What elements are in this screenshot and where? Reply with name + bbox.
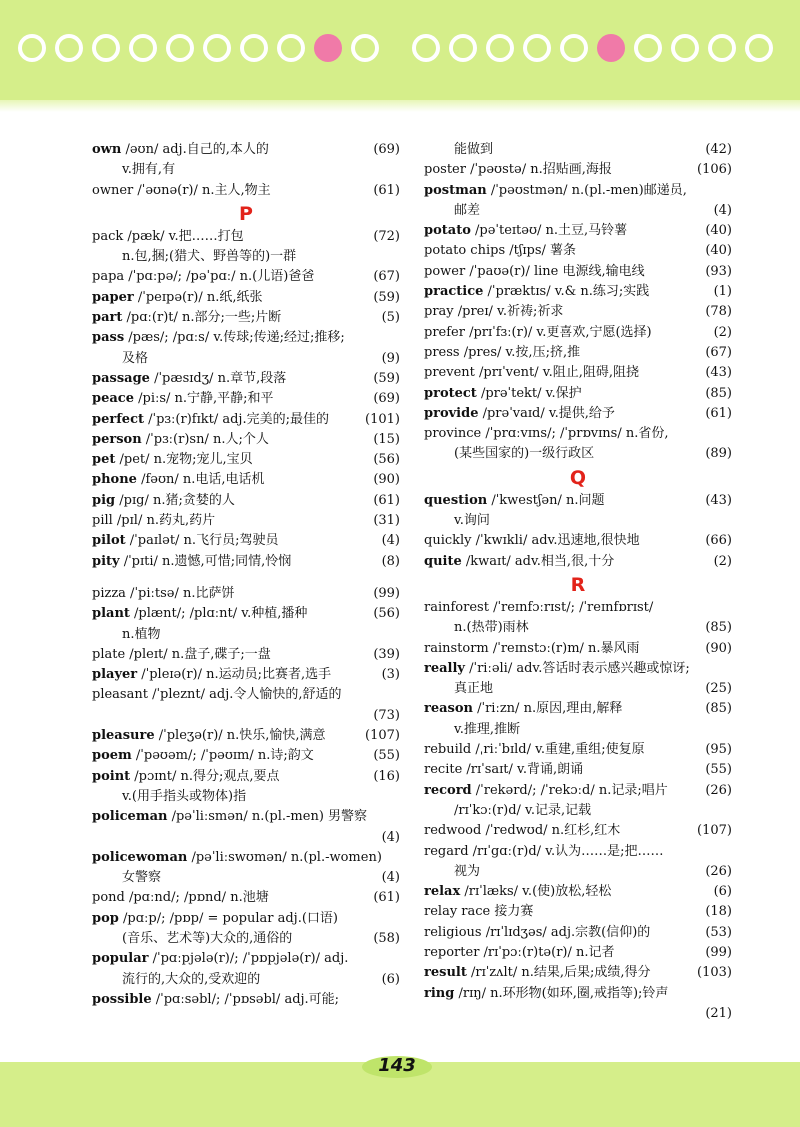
entry-definition: /ˈpəʊəm/; /ˈpəʊɪm/ n.诗;韵文 <box>131 748 314 764</box>
page-reference: (101) <box>365 411 400 427</box>
headword: really <box>424 660 465 676</box>
entry-continuation <box>424 679 732 699</box>
entry-definition: /pɑː(r)t/ n.部分;一些;片断 <box>122 310 282 326</box>
page-reference: (67) <box>373 269 400 285</box>
entry-definition: /ˈriːzn/ n.原因,理由,解释 <box>473 701 623 717</box>
glossary-entry <box>424 424 732 444</box>
entry-continuation <box>424 140 732 160</box>
entry-definition: /ˈkwestʃən/ n.问题 <box>487 492 605 508</box>
page-reference: (43) <box>705 492 732 508</box>
entry-continuation <box>424 511 732 531</box>
glossary-entry <box>92 531 400 551</box>
entry-continuation <box>424 801 732 821</box>
glossary-entry <box>424 639 732 659</box>
entry-definition: n.(热带)雨林 <box>454 620 529 636</box>
entry-definition: /ˈpræktɪs/ v.& n.练习;实践 <box>483 284 650 300</box>
entry-continuation <box>92 160 400 180</box>
page-reference: (4) <box>381 829 400 845</box>
entry-definition: /ˈpɪti/ n.遗憾,可惜;同情,怜悯 <box>119 553 292 569</box>
entry-definition: power /ˈpaʊə(r)/ line 电源线,输电线 <box>424 263 645 279</box>
ring-icon <box>634 34 662 62</box>
glossary-entry <box>424 842 732 862</box>
entry-definition: /ˈpaɪlət/ n.飞行员;驾驶员 <box>125 533 279 549</box>
page-reference: (85) <box>705 385 732 401</box>
glossary-entry <box>424 821 732 841</box>
entry-definition: 邮差 <box>454 202 481 218</box>
page-reference: (99) <box>705 944 732 960</box>
glossary-entry <box>424 282 732 302</box>
headword: point <box>92 768 131 784</box>
headword: postman <box>424 182 487 198</box>
glossary-entry <box>424 902 732 922</box>
entry-definition: /ˈriːəli/ adv.答话时表示感兴趣或惊讶; <box>464 660 690 676</box>
headword: passage <box>92 370 150 386</box>
entry-continuation <box>92 970 400 990</box>
entry-definition: /kwaɪt/ adv.相当,很,十分 <box>461 553 615 569</box>
glossary-entry <box>424 491 732 511</box>
page-reference: (43) <box>705 365 732 381</box>
entry-continuation <box>92 349 400 369</box>
entry-definition: pill /pɪl/ n.药丸,药片 <box>92 513 216 529</box>
ring-icon <box>708 34 736 62</box>
page-reference: (6) <box>713 884 732 900</box>
ring-icon <box>92 34 120 62</box>
entry-definition: n.植物 <box>122 626 161 642</box>
headword: question <box>424 492 488 508</box>
section-letter: Q <box>569 466 587 489</box>
glossary-entry <box>424 699 732 719</box>
page-reference: (107) <box>697 823 732 839</box>
entry-definition: 视为 <box>454 863 481 879</box>
headword: own <box>92 142 122 157</box>
entry-definition: pray /preɪ/ v.祈祷;祈求 <box>424 304 564 320</box>
entry-definition: 流行的,大众的,受欢迎的 <box>122 971 261 987</box>
entry-definition: /ˈpeɪpə(r)/ n.纸,纸张 <box>133 289 263 305</box>
page-reference: (18) <box>705 904 732 920</box>
glossary-entry <box>424 781 732 801</box>
ring-icon <box>412 34 440 62</box>
ring-icon <box>55 34 83 62</box>
glossary-entry <box>92 288 400 308</box>
page-reference: (61) <box>705 405 732 421</box>
section-letter: R <box>570 573 586 596</box>
headword: policeman <box>92 809 168 825</box>
page-reference: (15) <box>373 431 400 447</box>
headword: protect <box>424 385 477 401</box>
page-reference: (73) <box>373 707 400 723</box>
page-reference: (39) <box>373 646 400 662</box>
headword: possible <box>92 991 152 1007</box>
page-reference: (21) <box>705 1005 732 1021</box>
page-reference: (4) <box>713 202 732 218</box>
page-reference: (67) <box>705 344 732 360</box>
section-letter: P <box>239 202 253 225</box>
page-reference: (2) <box>713 324 732 340</box>
glossary-entry <box>424 181 732 201</box>
glossary-entry <box>424 552 732 572</box>
decorative-rings <box>12 34 792 74</box>
glossary-entry <box>424 343 732 363</box>
entry-continuation <box>424 444 732 464</box>
entry-continuation <box>92 787 400 807</box>
glossary-entry <box>92 949 400 969</box>
headword: part <box>92 310 123 326</box>
entry-definition: press /pres/ v.按,压;挤,推 <box>424 344 581 360</box>
entry-definition: /rɪˈlæks/ v.(使)放松,轻松 <box>460 884 612 900</box>
entry-definition: /prəˈtekt/ v.保护 <box>476 385 582 401</box>
entry-definition: prevent /prɪˈvent/ v.阻止,阻碍,阻挠 <box>424 365 639 381</box>
entry-definition: /pɔɪnt/ n.得分;观点,要点 <box>130 768 280 784</box>
glossary-entry <box>92 181 400 201</box>
page-reference: (69) <box>373 142 400 157</box>
page-reference: (72) <box>373 228 400 244</box>
glossary-entry <box>92 746 400 766</box>
page-reference: (59) <box>373 370 400 386</box>
entry-continuation <box>424 862 732 882</box>
headword: pilot <box>92 533 126 549</box>
headword: phone <box>92 472 137 488</box>
page-reference: (16) <box>373 768 400 784</box>
ring-icon <box>486 34 514 62</box>
page-reference: (31) <box>373 513 400 529</box>
glossary-entry <box>424 384 732 404</box>
page-reference: (93) <box>705 263 732 279</box>
entry-definition: rainforest /ˈreɪnfɔːrɪst/; /ˈreɪnfɒrɪst/ <box>424 599 654 615</box>
entry-continuation <box>92 247 400 267</box>
page-reference: (78) <box>705 304 732 320</box>
headword: pet <box>92 452 116 468</box>
glossary-entry <box>92 267 400 287</box>
glossary-entry <box>92 140 400 160</box>
page-number-badge <box>362 1050 432 1080</box>
headword: perfect <box>92 411 144 427</box>
ring-icon <box>745 34 773 62</box>
glossary-entry <box>424 323 732 343</box>
page-reference: (3) <box>381 667 400 683</box>
page-reference: (4) <box>381 533 400 549</box>
glossary-entry <box>92 726 400 746</box>
headword: pig <box>92 492 116 508</box>
headword: policewoman <box>92 849 188 865</box>
entry-definition: n.包,捆;(猎犬、野兽等的)一群 <box>122 249 297 265</box>
page-reference: (40) <box>705 223 732 239</box>
entry-definition: /rɪˈzʌlt/ n.结果,后果;成绩,得分 <box>466 965 651 981</box>
page-reference: (106) <box>697 162 732 178</box>
page-reference: (58) <box>373 930 400 946</box>
entry-definition: /rɪˈkɔː(r)d/ v.记录,记载 <box>454 802 592 818</box>
header-band-fade <box>0 100 800 112</box>
glossary-entry <box>424 363 732 383</box>
page-reference: (59) <box>373 289 400 305</box>
entry-definition: /ˈpəʊstmən/ n.(pl.-men)邮递员, <box>486 182 687 198</box>
page-reference: (1) <box>713 284 732 300</box>
glossary-entry <box>424 943 732 963</box>
entry-continuation <box>92 929 400 949</box>
entry-definition: owner /ˈəʊnə(r)/ n.主人,物主 <box>92 182 271 198</box>
headword: pity <box>92 553 120 569</box>
headword: quite <box>424 553 462 569</box>
entry-definition: province /ˈprɑːvɪns/; /ˈprɒvɪns/ n.省份, <box>424 426 669 442</box>
entry-definition: rainstorm /ˈreɪnstɔː(r)m/ n.暴风雨 <box>424 640 640 656</box>
headword: pop <box>92 910 119 926</box>
entry-definition: v.拥有,有 <box>122 162 176 178</box>
right-column <box>424 140 732 1024</box>
entry-definition: /pæs/; /pɑːs/ v.传球;传递;经过;推移; <box>124 330 345 346</box>
glossary-entry <box>92 410 400 430</box>
headword: ring <box>424 985 455 1001</box>
page-reference: (69) <box>373 391 400 407</box>
entry-definition: 能做到 <box>454 142 494 157</box>
glossary-entry <box>92 227 400 247</box>
page-reference: (42) <box>705 142 732 157</box>
ring-icon <box>277 34 305 62</box>
headword: paper <box>92 289 134 305</box>
entry-continuation <box>92 706 400 726</box>
page-reference: (90) <box>373 472 400 488</box>
page-reference: (90) <box>705 640 732 656</box>
page-reference: (55) <box>705 762 732 778</box>
entry-definition: /pəˈliːsmən/ n.(pl.-men) 男警察 <box>167 809 368 825</box>
glossary-entry <box>92 909 400 929</box>
entry-definition: regard /rɪˈgɑː(r)d/ v.认为……是;把…… <box>424 843 664 859</box>
entry-definition: /ˈpɜː(r)fɪkt/ adj.完美的;最佳的 <box>144 411 329 427</box>
ring-icon <box>18 34 46 62</box>
glossary-entry <box>424 984 732 1004</box>
headword: popular <box>92 951 149 967</box>
headword: poem <box>92 748 132 764</box>
entry-definition: /ˈpɑːsəbl/; /ˈpɒsəbl/ adj.可能; <box>151 991 340 1007</box>
entry-continuation <box>92 625 400 645</box>
entry-definition: /ˈpleɪə(r)/ n.运动员;比赛者,选手 <box>137 667 332 683</box>
entry-definition: v.询问 <box>454 513 490 529</box>
page-reference: (2) <box>713 553 732 569</box>
glossary-entry <box>92 604 400 624</box>
glossary-entry <box>424 740 732 760</box>
glossary-entry <box>92 665 400 685</box>
entry-definition: (音乐、艺术等)大众的,通俗的 <box>122 930 293 946</box>
glossary-entry <box>424 160 732 180</box>
page-reference: (40) <box>705 243 732 259</box>
page-reference: (56) <box>373 452 400 468</box>
glossary-entry <box>92 308 400 328</box>
page-reference: (55) <box>373 748 400 764</box>
glossary-entry <box>424 760 732 780</box>
entry-definition: v.(用手指头或物体)指 <box>122 788 247 804</box>
headword: peace <box>92 391 134 407</box>
entry-definition: /pɑːp/; /pɒp/ = popular adj.(口语) <box>118 910 338 926</box>
entry-definition: religious /rɪˈlɪdʒəs/ adj.宗教(信仰)的 <box>424 924 651 940</box>
entry-continuation <box>92 828 400 848</box>
entry-definition: pond /pɑːnd/; /pɒnd/ n.池塘 <box>92 890 269 906</box>
glossary-entry <box>92 645 400 665</box>
page-reference: (61) <box>373 492 400 508</box>
glossary-entry <box>92 491 400 511</box>
ring-icon <box>523 34 551 62</box>
ring-icon <box>671 34 699 62</box>
ring-icon <box>314 34 342 62</box>
glossary-entry <box>92 807 400 827</box>
entry-definition: 及格 <box>122 350 149 366</box>
page-reference: (99) <box>373 585 400 601</box>
entry-definition: /pəˈliːswʊmən/ n.(pl.-women) <box>187 849 382 865</box>
page-reference: (4) <box>381 870 400 886</box>
entry-definition: /rɪŋ/ n.环形物(如环,圈,戒指等);铃声 <box>454 985 669 1001</box>
ring-icon <box>129 34 157 62</box>
glossary-entry <box>424 531 732 551</box>
entry-definition: quickly /ˈkwɪkli/ adv.迅速地,很快地 <box>424 533 640 549</box>
glossary-entry <box>92 389 400 409</box>
ring-icon <box>166 34 194 62</box>
page-reference: (85) <box>705 701 732 717</box>
entry-definition: /ˈpleʒə(r)/ n.快乐,愉快,满意 <box>154 728 326 744</box>
headword: record <box>424 782 472 798</box>
entry-continuation <box>424 720 732 740</box>
glossary-entry <box>424 882 732 902</box>
glossary-entry <box>92 888 400 908</box>
entry-definition: 女警察 <box>122 870 162 886</box>
page-reference: (61) <box>373 182 400 198</box>
glossary-entry <box>92 470 400 490</box>
ring-icon <box>240 34 268 62</box>
entry-definition: prefer /prɪˈfɜː(r)/ v.更喜欢,宁愿(选择) <box>424 324 652 340</box>
page-reference: (61) <box>373 890 400 906</box>
entry-definition: papa /ˈpɑːpə/; /pəˈpɑː/ n.(儿语)爸爸 <box>92 269 315 285</box>
page-reference: (8) <box>381 553 400 569</box>
entry-definition: /ˈpæsɪdʒ/ n.章节,段落 <box>149 370 287 386</box>
entry-definition: redwood /ˈredwʊd/ n.红杉,红木 <box>424 823 621 839</box>
glossary-entry <box>424 302 732 322</box>
entry-definition: /əʊn/ adj.自己的,本人的 <box>121 142 269 157</box>
ring-icon <box>351 34 379 62</box>
glossary-entry <box>424 923 732 943</box>
ring-icon <box>560 34 588 62</box>
glossary-entry <box>92 848 400 868</box>
glossary-entry <box>92 369 400 389</box>
headword: result <box>424 965 467 981</box>
ring-icon <box>203 34 231 62</box>
entry-definition: rebuild /ˌriːˈbɪld/ v.重建,重组;使复原 <box>424 742 645 758</box>
page-reference: (107) <box>365 728 400 744</box>
entry-continuation <box>424 1004 732 1024</box>
entry-definition: /plænt/; /plɑːnt/ v.种植,播种 <box>129 606 308 622</box>
page-reference: (26) <box>705 782 732 798</box>
page-reference: (26) <box>705 863 732 879</box>
entry-definition: /ˈrekərd/; /ˈrekɔːd/ n.记录;唱片 <box>471 782 668 798</box>
page-number: 143 <box>378 1055 416 1076</box>
glossary-entry <box>424 598 732 618</box>
glossary-entry <box>92 767 400 787</box>
glossary-entry <box>92 552 400 572</box>
entry-definition: reporter /rɪˈpɔː(r)tə(r)/ n.记者 <box>424 944 615 960</box>
entry-definition: pizza /ˈpiːtsə/ n.比萨饼 <box>92 585 235 601</box>
entry-definition: /fəʊn/ n.电话,电话机 <box>136 472 265 488</box>
entry-definition: /piːs/ n.宁静,平静;和平 <box>133 391 274 407</box>
glossary-entry <box>92 990 400 1010</box>
spacer <box>92 572 400 584</box>
entry-definition: relay race 接力赛 <box>424 904 534 920</box>
glossary-entry <box>424 404 732 424</box>
entry-definition: poster /ˈpəʊstə/ n.招贴画,海报 <box>424 162 612 178</box>
entry-definition: /ˈpɜː(r)sn/ n.人;个人 <box>141 431 269 447</box>
page-reference: (85) <box>705 620 732 636</box>
entry-continuation <box>424 201 732 221</box>
page-reference: (95) <box>705 742 732 758</box>
glossary-entry <box>424 241 732 261</box>
headword: plant <box>92 606 130 622</box>
left-column <box>92 140 400 1010</box>
page-reference: (6) <box>381 971 400 987</box>
glossary-entry <box>424 221 732 241</box>
glossary-entry <box>92 511 400 531</box>
entry-definition: (某些国家的)一级行政区 <box>454 446 595 462</box>
page-reference: (9) <box>381 350 400 366</box>
entry-definition: /pet/ n.宠物;宠儿,宝贝 <box>115 452 253 468</box>
headword: potato <box>424 223 471 239</box>
entry-definition: 真正地 <box>454 681 494 697</box>
entry-definition: plate /pleɪt/ n.盘子,碟子;一盘 <box>92 646 271 662</box>
headword: pleasure <box>92 728 155 744</box>
entry-definition: /pɪg/ n.猪;贪婪的人 <box>115 492 235 508</box>
glossary-entry <box>92 430 400 450</box>
glossary-entry <box>424 659 732 679</box>
entry-definition: /pəˈteɪtəʊ/ n.土豆,马铃薯 <box>470 223 628 239</box>
page-reference: (5) <box>381 310 400 326</box>
glossary-entry <box>92 328 400 348</box>
entry-definition: /ˈpɑːpjələ(r)/; /ˈpɒpjələ(r)/ adj. <box>148 951 349 967</box>
headword: provide <box>424 405 479 421</box>
headword: reason <box>424 701 473 717</box>
page-reference: (66) <box>705 533 732 549</box>
ring-icon <box>597 34 625 62</box>
ring-icon <box>449 34 477 62</box>
entry-definition: /prəˈvaɪd/ v.提供,给予 <box>478 405 615 421</box>
headword: player <box>92 667 138 683</box>
page-reference: (56) <box>373 606 400 622</box>
glossary-entry <box>92 685 400 705</box>
headword: person <box>92 431 142 447</box>
glossary-entry <box>92 584 400 604</box>
page-reference: (103) <box>697 965 732 981</box>
glossary-entry <box>92 450 400 470</box>
glossary-entry <box>424 262 732 282</box>
entry-definition: pack /pæk/ v.把……打包 <box>92 228 244 244</box>
page-reference: (89) <box>705 446 732 462</box>
entry-continuation <box>92 868 400 888</box>
entry-continuation <box>424 618 732 638</box>
glossary-entry <box>424 963 732 983</box>
headword: pass <box>92 330 125 346</box>
entry-definition: pleasant /ˈpleznt/ adj.令人愉快的,舒适的 <box>92 687 342 703</box>
headword: relax <box>424 884 461 900</box>
entry-definition: recite /rɪˈsaɪt/ v.背诵,朗诵 <box>424 762 584 778</box>
page-reference: (53) <box>705 924 732 940</box>
page-reference: (25) <box>705 681 732 697</box>
entry-definition: v.推理,推断 <box>454 721 521 737</box>
headword: practice <box>424 284 484 300</box>
entry-definition: potato chips /tʃɪps/ 薯条 <box>424 243 577 259</box>
